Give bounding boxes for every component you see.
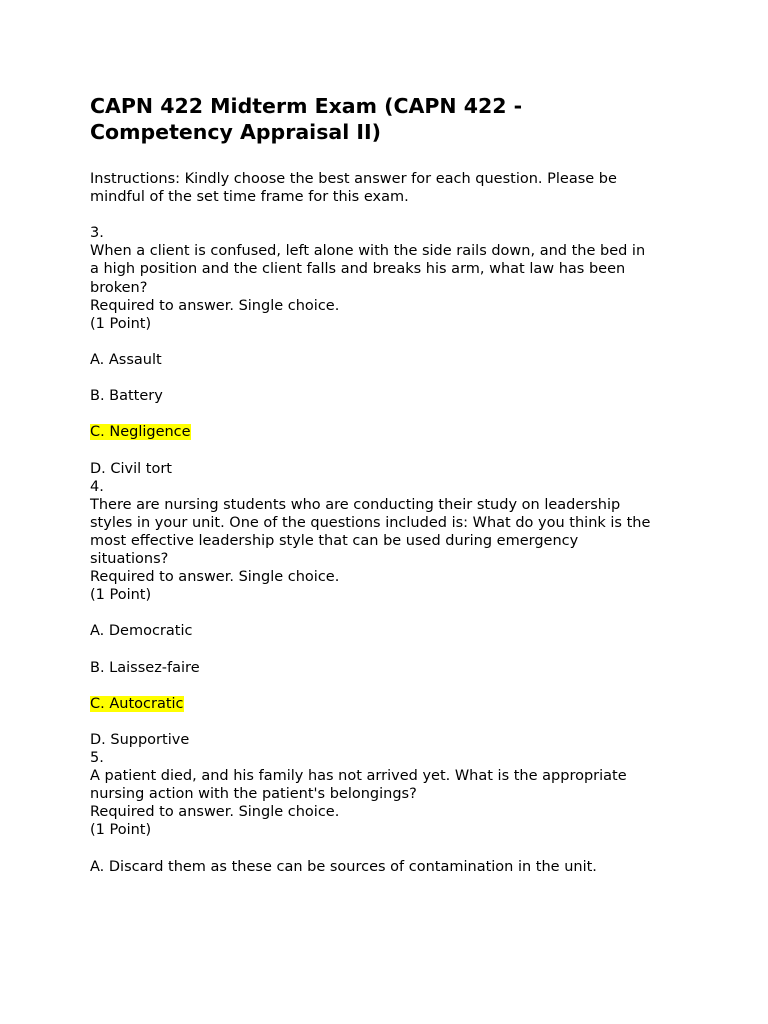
answer-option: [90, 387, 690, 405]
question-text-line: a high position and the client falls and breaks his arm, what law has been: [90, 261, 626, 278]
question-points: (1 Point): [90, 315, 152, 332]
question-text-line: most effective leadership style that can be used during emergency: [90, 532, 579, 549]
instructions: [90, 170, 690, 206]
answer-option-label: D. Civil tort: [90, 460, 172, 477]
question-number: 4.: [90, 478, 104, 495]
answer-option: [90, 659, 690, 677]
answer-option-label: B. Battery: [90, 388, 163, 405]
question-block: [90, 749, 690, 876]
question-block: [90, 224, 690, 477]
question-requirement: Required to answer. Single choice.: [90, 569, 340, 586]
answer-option-highlighted: C. Autocratic: [90, 695, 184, 712]
answer-option-label: D. Supportive: [90, 731, 190, 748]
title-line: CAPN 422 Midterm Exam (CAPN 422 -: [90, 94, 523, 118]
question-points: (1 Point): [90, 587, 152, 604]
question-text-line: When a client is confused, left alone with the side rails down, and the bed in: [90, 243, 646, 260]
instructions-line: Instructions: Kindly choose the best answer for each question. Please be: [90, 171, 617, 187]
answer-option: [90, 351, 690, 369]
question-list: [90, 224, 690, 875]
document-page: [90, 93, 690, 876]
question-text-line: nursing action with the patient's belongings?: [90, 786, 417, 803]
question-text-line: There are nursing students who are conducting their study on leadership: [90, 496, 621, 513]
instructions-line: mindful of the set time frame for this exam.: [90, 189, 409, 206]
answer-option: [90, 460, 690, 478]
answer-option-label: A. Assault: [90, 351, 162, 368]
question-block: [90, 478, 690, 749]
answer-option-label: A. Discard them as these can be sources of contamination in the unit.: [90, 858, 597, 875]
question-points: (1 Point): [90, 822, 152, 839]
question-requirement: Required to answer. Single choice.: [90, 297, 340, 314]
question-number: 5.: [90, 750, 104, 766]
question-text-line: A patient died, and his family has not arrived yet. What is the appropriate: [90, 768, 627, 785]
answer-option: [90, 858, 690, 876]
answer-option: [90, 423, 690, 441]
question-text-line: styles in your unit. One of the questions included is: What do you think is the: [90, 514, 651, 531]
answer-option-label: A. Democratic: [90, 623, 193, 640]
answer-option: [90, 731, 690, 749]
title-line: Competency Appraisal II): [90, 120, 382, 144]
question-text-line: broken?: [90, 279, 148, 296]
answer-option-label: B. Laissez-faire: [90, 659, 200, 676]
question-text-line: situations?: [90, 550, 169, 567]
answer-option-highlighted: C. Negligence: [90, 424, 191, 441]
question-number: 3.: [90, 225, 104, 242]
question-requirement: Required to answer. Single choice.: [90, 804, 340, 821]
answer-option: [90, 622, 690, 640]
answer-option: [90, 695, 690, 713]
document-title: [90, 93, 690, 145]
